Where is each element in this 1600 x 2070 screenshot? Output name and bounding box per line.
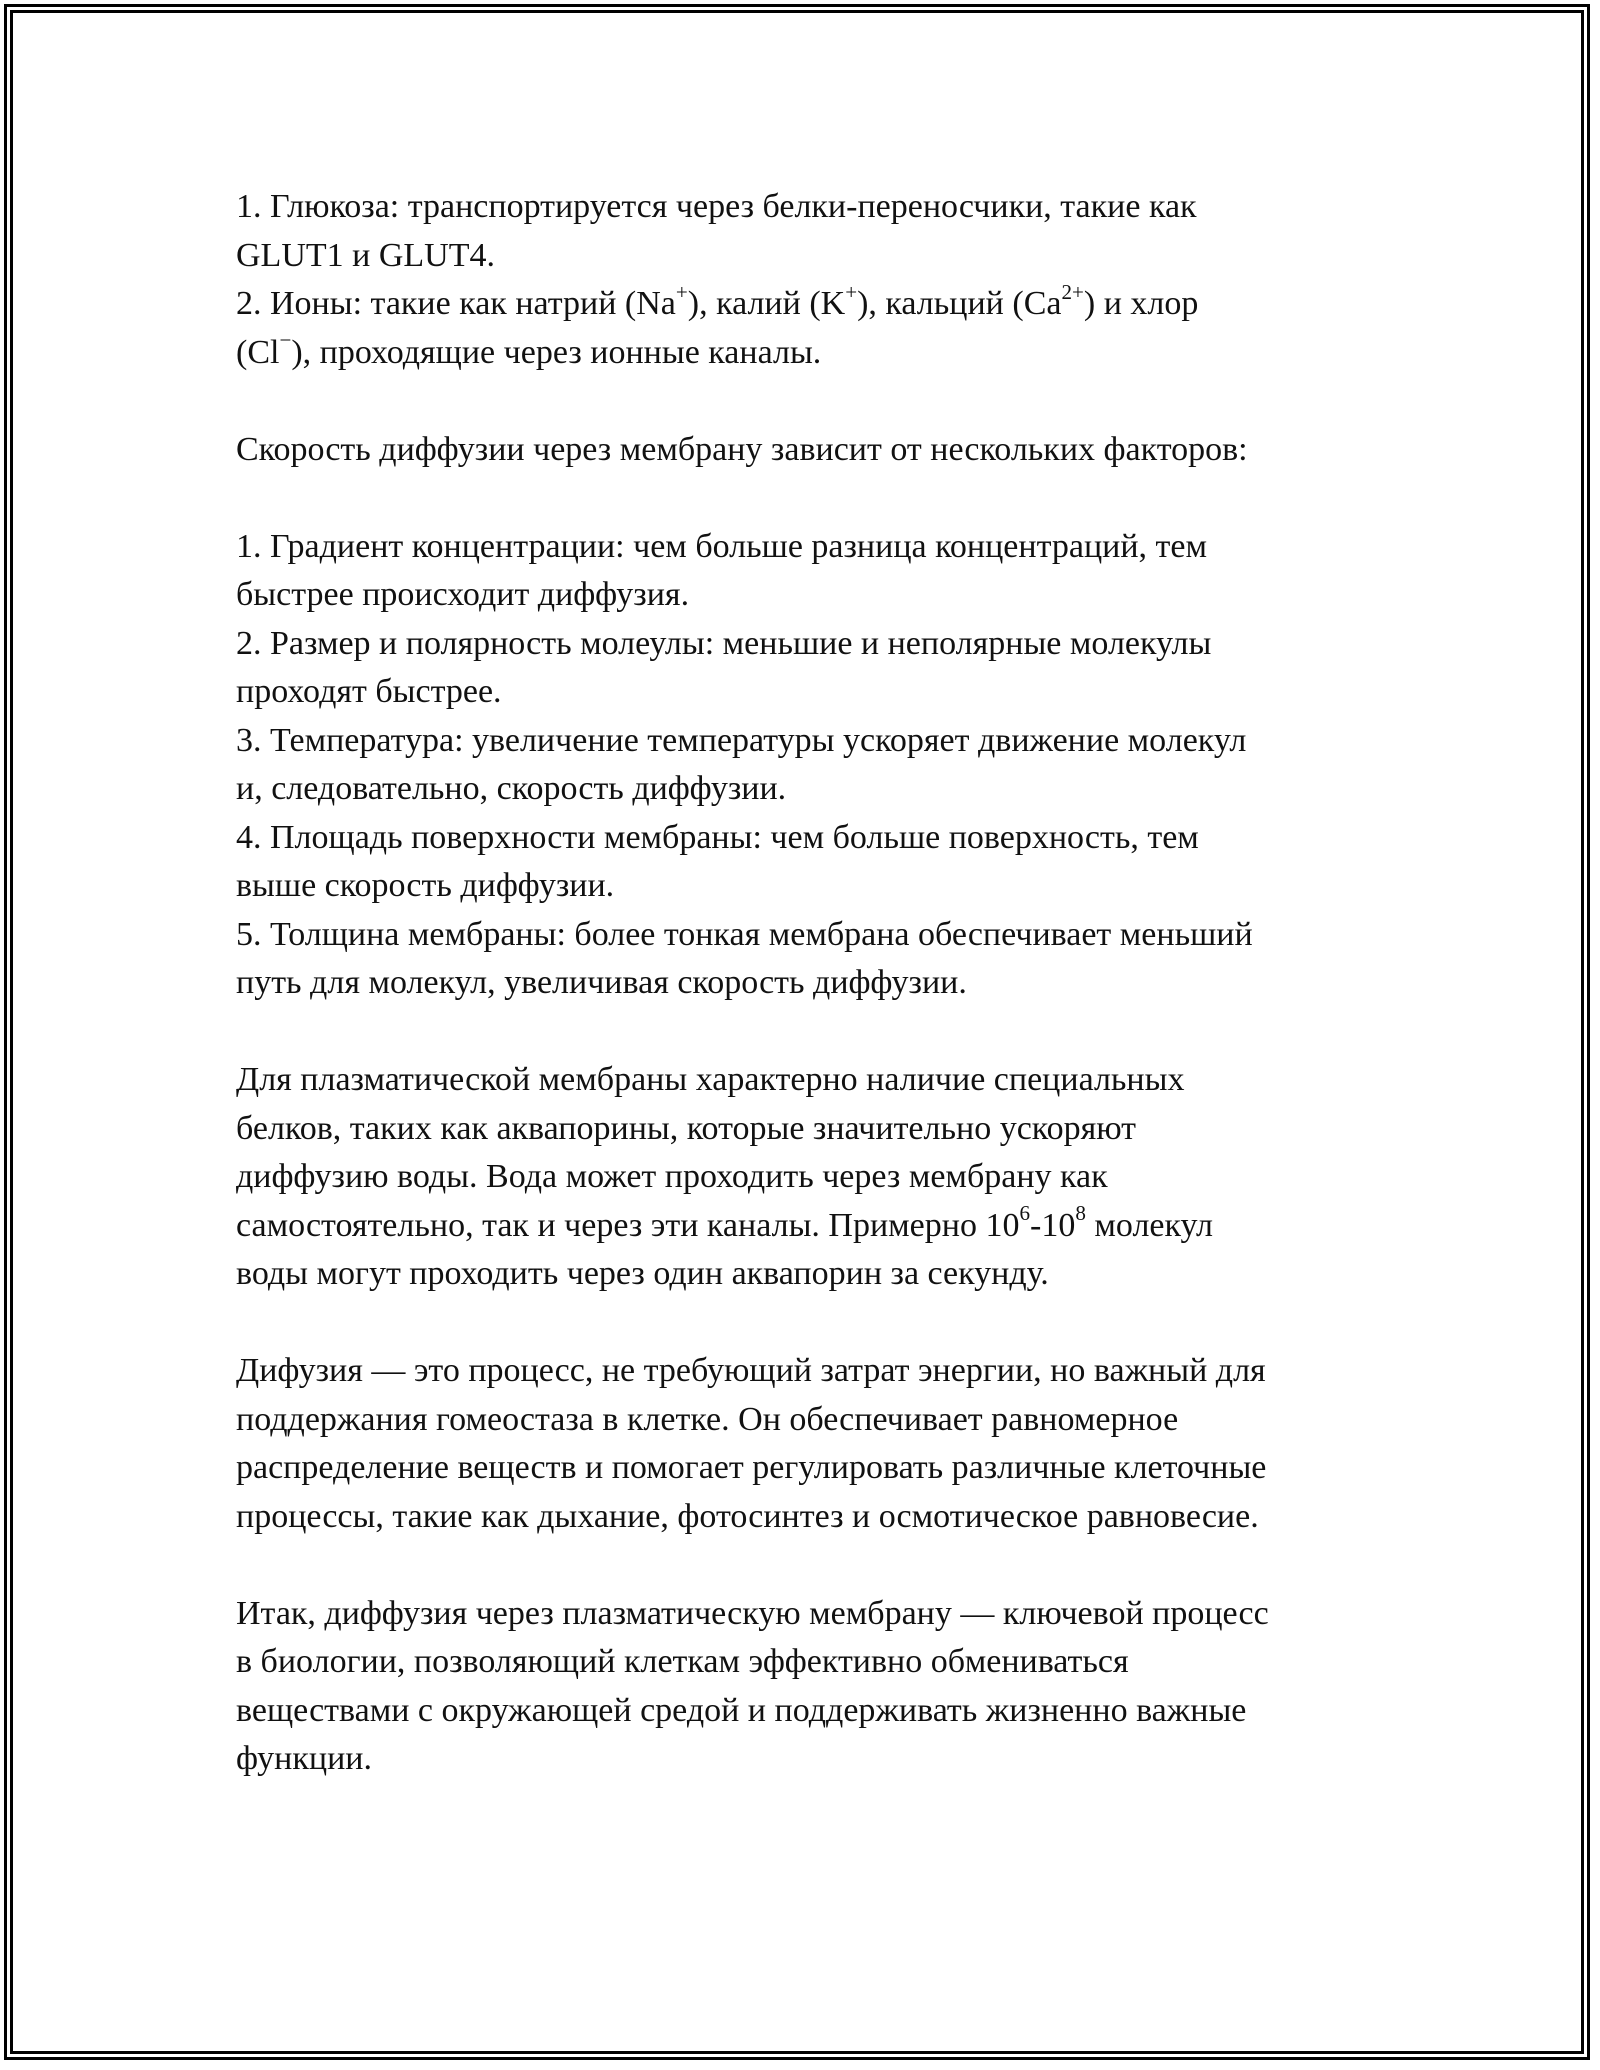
paragraph-spacer — [236, 474, 1366, 523]
ion-charge-cl: − — [279, 328, 292, 353]
ions-text-f: ), проходящие через ионные каналы. — [291, 333, 822, 371]
energy-line-4: процессы, такие как дыхание, фотосинтез и осмотическое равновесие. — [236, 1497, 1259, 1535]
aquaporin-paragraph — [236, 1056, 1366, 1299]
ions-text-e: (Cl — [236, 333, 280, 371]
aquaporin-line-2: белков, таких как аквапорины, которые значительно ускоряют — [236, 1109, 1137, 1147]
paragraph-spacer — [236, 1541, 1366, 1590]
ion-charge-k: + — [845, 279, 858, 304]
factor-4-line-2: выше скорость диффузии. — [236, 867, 615, 904]
factor-5-line-1: 5. Толщина мембраны: более тонкая мембрана обеспечивает меньший — [236, 915, 1253, 953]
conclusion-line-4: функции. — [236, 1740, 372, 1777]
energy-paragraph — [236, 1347, 1366, 1541]
factor-1-line-1: 1. Градиент концентрации: чем больше разница концентраций, тем — [236, 527, 1207, 565]
paragraph-spacer — [236, 1299, 1366, 1348]
paragraph-spacer — [236, 1008, 1366, 1057]
energy-line-1: Дифузия — это процесс, не требующий затрат энергии, но важный для — [236, 1352, 1266, 1389]
ions-text-c: ), кальций (Ca — [857, 285, 1062, 322]
factors-intro: Скорость диффузии через мембрану зависит от нескольких факторов: — [236, 430, 1248, 468]
factor-3-line-2: и, следовательно, скорость диффузии. — [236, 770, 787, 807]
list-item-ions-line-2 — [236, 329, 1366, 378]
energy-line-3: распределение веществ и помогает регулировать различные клеточные — [236, 1449, 1267, 1486]
factor-3-line-1: 3. Температура: увеличение температуры ускоряет движение молекул — [236, 721, 1247, 759]
conclusion-line-3: веществами с окружающей средой и поддерживать жизненно важные — [236, 1691, 1247, 1729]
exponent-6: 6 — [1019, 1201, 1031, 1226]
list-item-ions-line-1 — [236, 280, 1366, 329]
ions-text-b: ), калий (K — [687, 285, 846, 322]
exponent-8: 8 — [1075, 1201, 1086, 1226]
factor-2-line-1: 2. Размер и полярность молеулы: меньшие и неполярные молекулы — [236, 624, 1212, 662]
factor-1-line-2: быстрее происходит диффузия. — [236, 576, 690, 613]
ions-text-a: 2. Ионы: такие как натрий (Na — [236, 285, 676, 322]
aquaporin-line-5: воды могут проходить через один аквапорин за секунду. — [236, 1255, 1049, 1292]
energy-line-2: поддержания гомеостаза в клетке. Он обеспечивает равномерное — [236, 1400, 1179, 1438]
conclusion-line-1: Итак, диффузия через плазматическую мембрану — ключевой процесс — [236, 1594, 1269, 1632]
factor-2-line-2: проходят быстрее. — [236, 673, 502, 710]
paragraph-spacer — [236, 377, 1366, 426]
ion-charge-na: + — [675, 279, 688, 304]
factor-5-line-2: путь для молекул, увеличивая скорость диффузии. — [236, 964, 967, 1001]
factor-4-line-1: 4. Площадь поверхности мембраны: чем больше поверхность, тем — [236, 818, 1199, 856]
aquaporin-text-b: -10 — [1030, 1206, 1076, 1244]
transport-list — [236, 183, 1366, 377]
aquaporin-text-a: самостоятельно, так и через эти каналы. Примерно 10 — [236, 1206, 1020, 1244]
list-item-glucose-line-2: GLUT1 и GLUT4. — [236, 236, 495, 274]
aquaporin-line-1: Для плазматической мембраны характерно наличие специальных — [236, 1061, 1185, 1098]
factors-list — [236, 523, 1366, 1008]
aquaporin-line-4 — [236, 1202, 1366, 1251]
ions-text-d: ) и хлор — [1083, 285, 1199, 322]
document-body — [236, 183, 1366, 1784]
aquaporin-line-3: диффузию воды. Вода может проходить через мембрану как — [236, 1158, 1108, 1195]
conclusion-line-2: в биологии, позволяющий клеткам эффективно обмениваться — [236, 1643, 1129, 1680]
ion-charge-ca: 2+ — [1061, 279, 1084, 304]
list-item-glucose-line-1: 1. Глюкоза: транспортируется через белки-переносчики, такие как — [236, 188, 1197, 225]
conclusion-paragraph — [236, 1590, 1366, 1784]
aquaporin-text-c: молекул — [1085, 1206, 1214, 1244]
